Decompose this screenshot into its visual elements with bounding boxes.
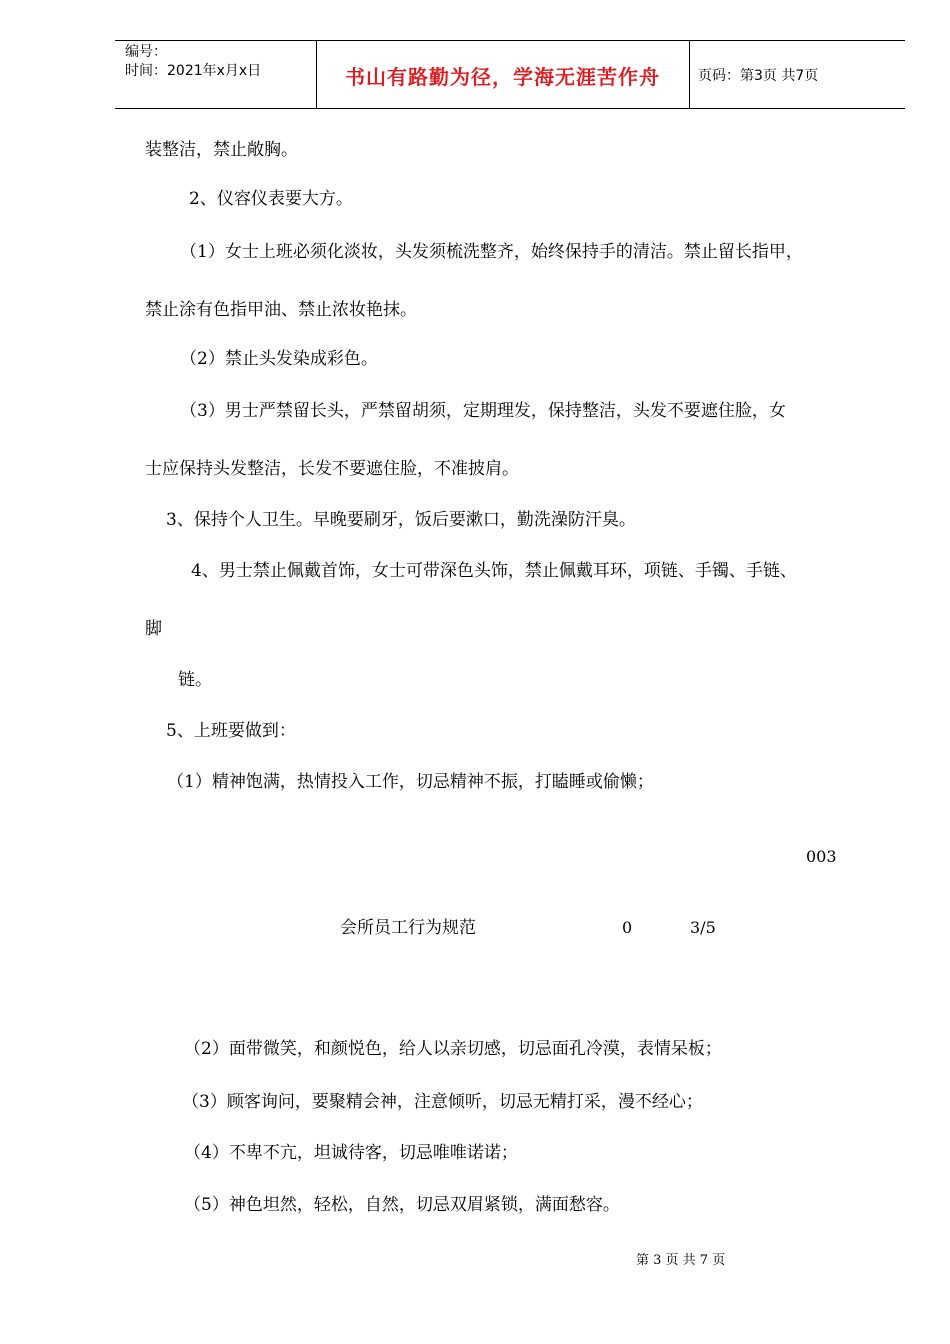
body-line: 5、上班要做到： [166,721,296,741]
page-footer: 第 3 页 共 7 页 [636,1253,726,1268]
header-meta [125,43,315,81]
number-label: 编号： [125,44,167,60]
body-line: 士应保持头发整洁，长发不要遮住脸，不准披肩。 [145,459,519,479]
body-line: 装整洁，禁止敞胸。 [145,140,298,160]
body-line: （4）不卑不亢，坦诚待客，切忌唯唯诺诺； [184,1143,518,1163]
page-header [115,40,905,109]
body-line: 4、男士禁止佩戴首饰，女士可带深色头饰，禁止佩戴耳环，项链、手镯、手链、 [191,561,797,581]
body-line: （3）男士严禁留长头，严禁留胡须，定期理发，保持整洁，头发不要遮住脸，女 [180,401,786,421]
body-line: （1）女士上班必须化淡妆，头发须梳洗整齐，始终保持手的清洁。禁止留长指甲， [180,242,803,262]
body-line: 禁止涂有色指甲油、禁止浓妆艳抹。 [145,300,417,320]
body-line: （3）顾客询问，要聚精会神，注意倾听，切忌无精打采，漫不经心； [182,1092,703,1112]
doc-revision: 0 [622,918,633,937]
header-slogan: 书山有路勤为径，学海无涯苦作舟 [345,65,660,89]
header-page-info: 页码：第3页 共7页 [698,68,819,84]
body-line: （1）精神饱满，热情投入工作，切忌精神不振，打瞌睡或偷懒； [167,772,654,792]
body-line: 2、仪容仪表要大方。 [189,189,353,209]
body-line: （2）面带微笑，和颜悦色，给人以亲切感，切忌面孔冷漠，表情呆板； [184,1039,722,1059]
body-line: （2）禁止头发染成彩色。 [180,349,378,369]
doc-code: 003 [806,847,837,866]
body-line: 脚 [145,619,162,639]
body-line: 3、保持个人卫生。早晚要刷牙，饭后要漱口，勤洗澡防汗臭。 [166,510,636,530]
body-line: 链。 [178,670,212,690]
body-line: （5）神色坦然，轻松，自然，切忌双眉紧锁，满面愁容。 [184,1195,620,1215]
doc-page: 3/5 [690,918,716,937]
doc-title: 会所员工行为规范 [340,918,476,938]
time-label: 时间：2021年x月x日 [125,63,262,79]
header-divider [689,41,690,108]
